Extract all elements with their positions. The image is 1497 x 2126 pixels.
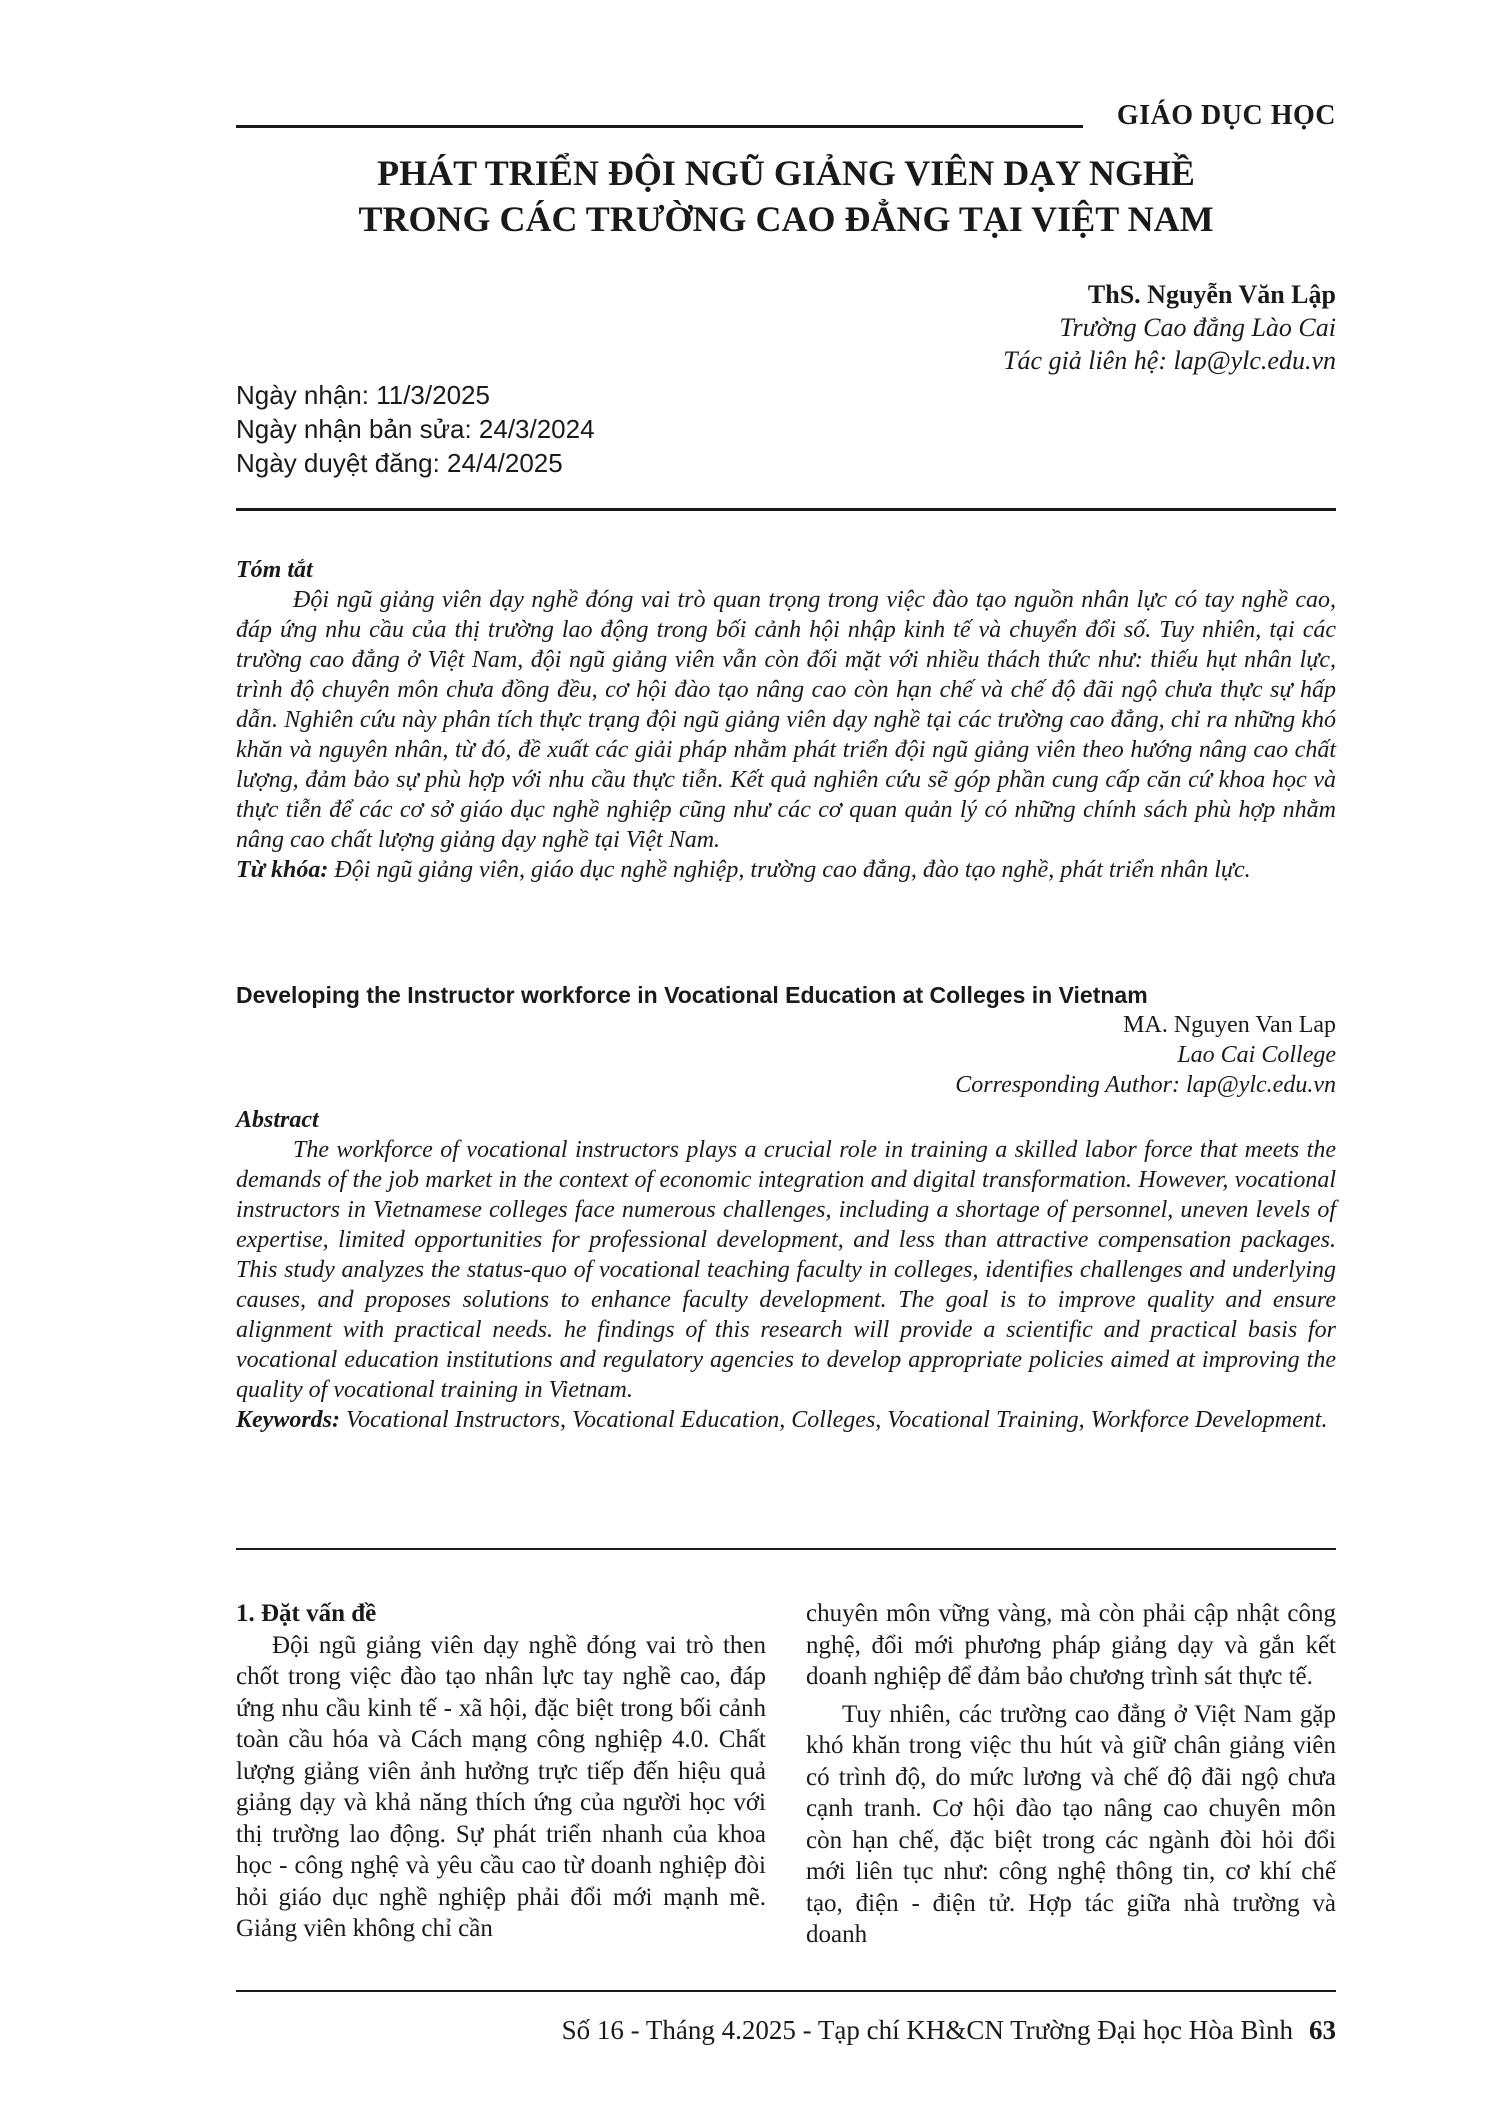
english-author-name: MA. Nguyen Van Lap xyxy=(1123,1012,1336,1038)
author-name: ThS. Nguyễn Văn Lập xyxy=(1087,280,1336,309)
author-contact: Tác giả liên hệ: lap@ylc.edu.vn xyxy=(1003,346,1336,375)
header-rule xyxy=(236,125,1083,128)
abstract-en-body: The workforce of vocational instructors plays a crucial role in training a skilled labor force that meets the demands of the job market in the context of economic integration and digital transformation. However, vocational instructors in Vietnamese colleges face numerous challenges, including a shortage of personnel, uneven levels of expertise, limited opportunities for professional development, and less than attractive compensation packages. This study analyzes the status-quo of vocational teaching faculty in colleges, identifies challenges and underlying causes, and proposes solutions to enhance faculty development. The goal is to improve quality and ensure alignment with practical needs. he findings of this research will provide a scientific and practical basis for vocational education institutions and regulatory agencies to develop appropriate policies aimed at improving the quality of vocational training in Vietnam. xyxy=(236,1137,1336,1403)
author-block-vn xyxy=(700,278,1336,377)
author-affiliation: Trường Cao đẳng Lào Cai xyxy=(1059,313,1336,342)
english-affiliation: Lao Cai College xyxy=(1177,1042,1336,1068)
keywords-en-text: Vocational Instructors, Vocational Education, Colleges, Vocational Training, Workforce Development. xyxy=(346,1407,1328,1433)
divider-top xyxy=(236,508,1336,511)
article-title xyxy=(236,150,1336,242)
page-number: 63 xyxy=(1309,2015,1336,2045)
article-title-line-2: TRONG CÁC TRƯỜNG CAO ĐẲNG TẠI VIỆT NAM xyxy=(358,199,1214,239)
body-paragraph: Tuy nhiên, các trường cao đẳng ở Việt Nam gặp khó khăn trong việc thu hút và giữ chân giảng viên có trình độ, do mức lương và chế độ đãi ngộ chưa cạnh tranh. Cơ hội đào tạo nâng cao chuyên môn còn hạn chế, đặc biệt trong các ngành đòi hỏi đổi mới liên tục như: công nghệ thông tin, cơ khí chế tạo, điện - điện tử. Hợp tác giữa nhà trường và doanh xyxy=(806,1700,1336,1948)
abstract-en-heading: Abstract xyxy=(236,1107,319,1133)
abstract-vn-heading: Tóm tắt xyxy=(236,557,313,583)
author-block-en xyxy=(700,1010,1336,1100)
keywords-vn-text: Đội ngũ giảng viên, giáo dục nghề nghiệp, trường cao đẳng, đào tạo nghề, phát triển nhân lực. xyxy=(334,857,1251,883)
keywords-vn-label: Từ khóa: xyxy=(236,857,329,883)
body-column-left xyxy=(236,1598,766,1945)
date-revised: Ngày nhận bản sửa: 24/3/2024 xyxy=(236,414,595,444)
page-footer xyxy=(236,2015,1336,2046)
article-title-line-1: PHÁT TRIỂN ĐỘI NGŨ GIẢNG VIÊN DẠY NGHỀ xyxy=(377,153,1195,193)
body-column-right xyxy=(806,1598,1336,1951)
footer-citation: Số 16 - Tháng 4.2025 - Tạp chí KH&CN Trường Đại học Hòa Bình xyxy=(561,2015,1293,2045)
keywords-en xyxy=(236,1405,1336,1435)
body-paragraph: Đội ngũ giảng viên dạy nghề đóng vai trò then chốt trong việc đào tạo nhân lực tay nghề cao, đáp ứng nhu cầu kinh tế - xã hội, đặc biệt trong bối cảnh toàn cầu hóa và Cách mạng công nghiệp 4.0. Chất lượng giảng viên ảnh hưởng trực tiếp đến hiệu quả giảng dạy và khả năng thích ứng của người học với thị trường lao động. Sự phát triển nhanh của khoa học - công nghệ và yêu cầu cao từ doanh nghiệp đòi hỏi giáo dục nghề nghiệp phải đổi mới mạnh mẽ. Giảng viên không chỉ cần xyxy=(236,1631,766,1942)
submission-dates xyxy=(236,378,595,480)
abstract-vn-body: Đội ngũ giảng viên dạy nghề đóng vai trò quan trọng trong việc đào tạo nguồn nhân lực có tay nghề cao, đáp ứng nhu cầu của thị trường lao động trong bối cảnh hội nhập kinh tế và chuyển đổi số. Tuy nhiên, tại các trường cao đẳng ở Việt Nam, đội ngũ giảng viên vẫn còn đối mặt với nhiều thách thức như: thiếu hụt nhân lực, trình độ chuyên môn chưa đồng đều, cơ hội đào tạo nâng cao còn hạn chế và chế độ đãi ngộ chưa thực sự hấp dẫn. Nghiên cứu này phân tích thực trạng đội ngũ giảng viên dạy nghề tại các trường cao đẳng, chỉ ra những khó khăn và nguyên nhân, từ đó, đề xuất các giải pháp nhằm phát triển đội ngũ giảng viên theo hướng nâng cao chất lượng, đảm bảo sự phù hợp với nhu cầu thực tiễn. Kết quả nghiên cứu sẽ góp phần cung cấp căn cứ khoa học và thực tiễn để các cơ sở giáo dục nghề nghiệp cũng như các cơ quan quản lý có những chính sách phù hợp nhằm nâng cao chất lượng giảng dạy nghề tại Việt Nam. xyxy=(236,587,1336,853)
section-1-heading: 1. Đặt vấn đề xyxy=(236,1600,377,1627)
keywords-vn xyxy=(236,855,1336,885)
keywords-en-label: Keywords: xyxy=(236,1407,340,1433)
divider-middle xyxy=(236,1548,1336,1550)
footer-rule xyxy=(236,1990,1336,1992)
body-paragraph: chuyên môn vững vàng, mà còn phải cập nhật công nghệ, đổi mới phương pháp giảng dạy và gắn kết doanh nghiệp để đảm bảo chương trình sát thực tế. xyxy=(806,1600,1336,1690)
date-accepted: Ngày duyệt đăng: 24/4/2025 xyxy=(236,448,563,478)
english-title: Developing the Instructor workforce in Vocational Education at Colleges in Vietnam xyxy=(236,982,1148,1008)
abstract-en xyxy=(236,1105,1336,1435)
english-contact: Corresponding Author: lap@ylc.edu.vn xyxy=(955,1072,1336,1098)
abstract-vn xyxy=(236,555,1336,885)
date-received: Ngày nhận: 11/3/2025 xyxy=(236,380,490,410)
section-label: GIÁO DỤC HỌC xyxy=(1116,100,1336,131)
